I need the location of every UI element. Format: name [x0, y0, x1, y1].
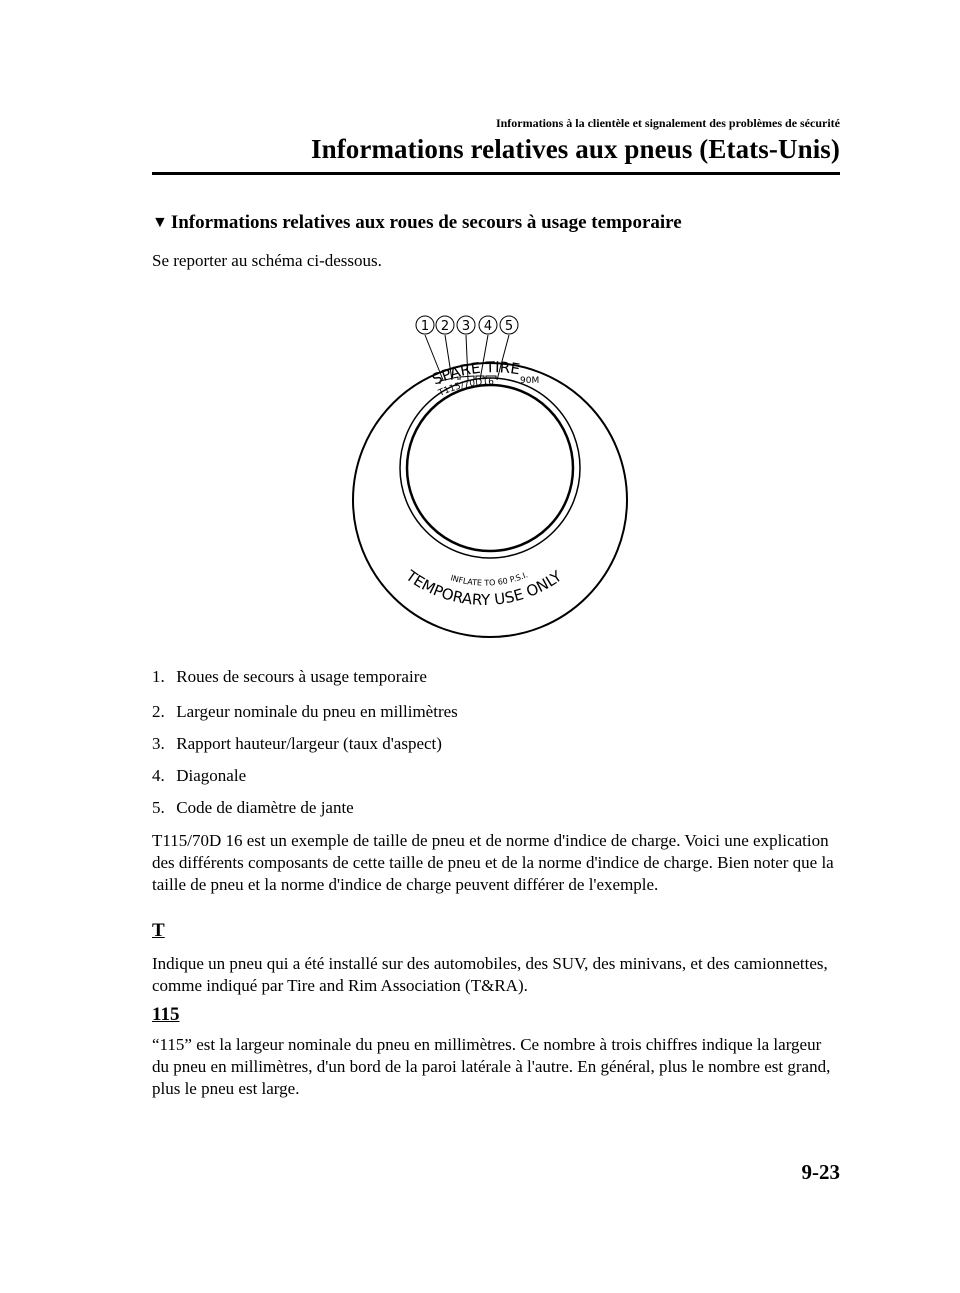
legend-number: 4. [152, 766, 165, 785]
section-title [152, 212, 682, 234]
callout-4 [479, 316, 497, 334]
legend-number: 5. [152, 798, 165, 817]
legend-item-2 [152, 702, 458, 722]
width-paragraph: “115” est la largeur nominale du pneu en millimètres. Ce nombre à trois chiffres indique la largeur du pneu en millimètres, d'un bord de la paroi latérale à l'autre. En général, plus le nombre est grand, plus le pneu est large. [152, 1035, 831, 1098]
tire-inner-ring [400, 378, 580, 558]
tire-load-text: 90M [520, 376, 540, 386]
tire-inflate-text: INFLATE TO 60 P.S.I. [449, 570, 530, 588]
callout-1 [416, 316, 434, 334]
legend-number: 3. [152, 734, 165, 753]
rim-ring [407, 385, 573, 551]
t-paragraph: Indique un pneu qui a été installé sur des automobiles, des SUV, des minivans, et des camionnettes, comme indiqué par Tire and Rim Association (T&RA). [152, 954, 828, 995]
header-rule [152, 172, 840, 175]
callout-numbers [416, 316, 518, 334]
page-number: 9-23 [801, 1160, 840, 1184]
callout-2-label: 2 [440, 319, 450, 334]
legend-number: 2. [152, 702, 165, 721]
legend-item-1 [152, 667, 427, 687]
legend-text: Rapport hauteur/largeur (taux d'aspect) [176, 734, 442, 753]
tire-temporary-text: TEMPORARY USE ONLY [402, 566, 566, 609]
callout-3 [457, 316, 475, 334]
t-heading: T [152, 920, 165, 941]
legend-text: Largeur nominale du pneu en millimètres [176, 702, 458, 721]
tire-spare-text: SPARE TIRE [429, 358, 522, 389]
section-intro: Se reporter au schéma ci-dessous. [152, 251, 382, 270]
legend-text: Diagonale [176, 766, 247, 785]
legend-item-3 [152, 734, 442, 754]
spare-tire-diagram [340, 300, 640, 660]
section-title-text: Informations relatives aux roues de secours à usage temporaire [170, 212, 682, 233]
callout-5-label: 5 [504, 319, 514, 334]
callout-3-label: 3 [461, 319, 471, 334]
legend-text: Roues de secours à usage temporaire [176, 667, 427, 686]
legend-item-4 [152, 766, 246, 786]
legend-item-5 [152, 798, 354, 818]
tire-size-text: T115/70D16 [437, 377, 495, 399]
legend-number: 1. [152, 667, 165, 686]
callout-1-label: 1 [420, 319, 430, 334]
header-subtitle: Informations à la clientèle et signalement des problèmes de sécurité [495, 116, 840, 130]
example-paragraph: T115/70D 16 est un exemple de taille de pneu et de norme d'indice de charge. Voici une explication des différents composants de cette taille de pneu et de la norme d'indice de charge. Bien noter que la taille de pneu et la norme d'indice de charge peuvent différer de l'exemple. [152, 831, 834, 894]
callout-2 [436, 316, 454, 334]
legend-text: Code de diamètre de jante [176, 798, 354, 817]
header-title: Informations relatives aux pneus (Etats-Unis) [310, 134, 840, 164]
width-heading: 115 [152, 1004, 180, 1025]
triangle-marker-icon: ▼ [152, 214, 168, 231]
callout-5 [500, 316, 518, 334]
callout-4-label: 4 [483, 319, 493, 334]
